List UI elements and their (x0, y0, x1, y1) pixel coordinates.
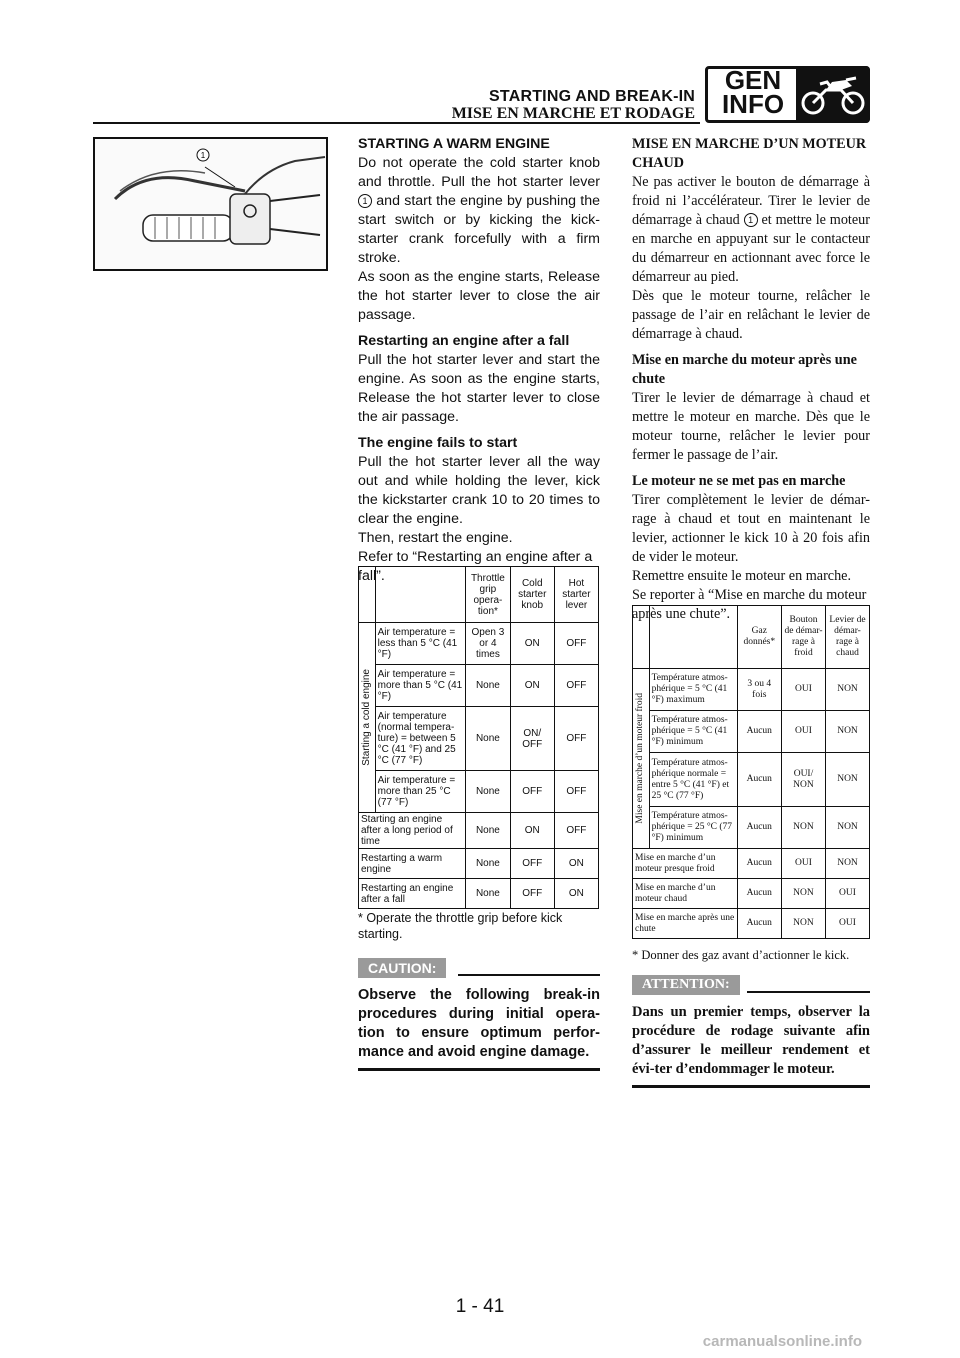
table-row (359, 623, 599, 665)
paragraph-restart: Then, restart the engine. (358, 530, 513, 546)
paragraph-fails-to-start: Pull the hot starter lever all the way out and while holding the lever, kick the kickstarter crank 10 to 20 times to clear the engine. (358, 454, 600, 527)
table-row (359, 849, 599, 879)
table-cell: Restarting a warm engine (359, 849, 466, 879)
hot-starter-lever-photo (93, 137, 328, 271)
table-cell: OFF (554, 665, 598, 707)
table-cell: OFF (510, 771, 554, 813)
table-cell: OFF (510, 849, 554, 879)
table-row (359, 707, 599, 771)
table-cell: None (466, 771, 511, 813)
table-cell: Température atmos-phérique = 5 °C (41 °F) minimum (649, 711, 737, 753)
starting-conditions-table (358, 566, 599, 909)
gen-label: GEN (724, 65, 782, 95)
table-cell: OFF (554, 813, 598, 849)
text: and start the engine by pushing the start switch or by kicking the kick-starter crank forcefully with a firm stroke. (358, 193, 600, 266)
paragraph-relacher: Dès que le moteur tourne, relâcher le passage de l’air en relâchant le levier de démarrage à chaud. (632, 288, 870, 342)
table-row (359, 813, 599, 849)
table-cell: NON (781, 909, 825, 939)
column-header: Bouton de démar-rage à froid (781, 606, 825, 669)
table-cell: None (466, 813, 511, 849)
footer-watermark: carmanualsonline.info (702, 1333, 862, 1350)
attention-rule (747, 991, 870, 993)
attention-label: ATTENTION: (632, 975, 740, 995)
table-cell: Température atmos-phérique normale = entre 5 °C (41 °F) et 25 °C (77 °F) (649, 753, 737, 807)
paragraph-release-lever: As soon as the engine starts, Release the hot starter lever to close the air passage. (358, 269, 600, 323)
table-cell: Aucun (737, 909, 781, 939)
heading-after-fall: Restarting an engine after a fall (358, 333, 570, 349)
table-cell: ON (510, 665, 554, 707)
section-title-en: STARTING AND BREAK-IN (489, 88, 695, 105)
table-cell: OUI (826, 909, 870, 939)
table-cell: Aucun (737, 711, 781, 753)
table-cell: Air temperature = more than 5 °C (41 °F) (375, 665, 466, 707)
table-cell: ON (510, 813, 554, 849)
table-cell: Aucun (737, 753, 781, 807)
table-cell: OUI/ NON (781, 753, 825, 807)
column-header: Cold starter knob (510, 567, 554, 623)
table-row (633, 909, 870, 939)
table-cell: Température atmos-phérique = 25 °C (77 °F) minimum (649, 807, 737, 849)
column-header: Hot starter lever (554, 567, 598, 623)
table-row (633, 669, 870, 711)
callout-1: 1 (358, 194, 372, 208)
table-header-row (359, 567, 599, 623)
column-header: Levier de démar-rage à chaud (826, 606, 870, 669)
table-row (633, 711, 870, 753)
table-cell: OFF (554, 623, 598, 665)
table-cell: OUI (781, 669, 825, 711)
gen-info-label (712, 65, 794, 119)
group-label-cell (359, 623, 376, 813)
paragraph-moteur-chaud (632, 173, 870, 287)
table-cell: OFF (510, 879, 554, 909)
motorcycle-icon (796, 66, 870, 123)
heading-moteur-chaud: MISE EN MARCHE D’UN MOTEUR CHAUD (632, 136, 867, 171)
group-label-cell (633, 669, 650, 849)
table-cell: Air temperature (normal tempera-ture) = between 5 °C (41 °F) and 25 °C (77 °F) (375, 707, 466, 771)
table-cell: NON (826, 669, 870, 711)
heading-fails-to-start: The engine fails to start (358, 435, 518, 451)
table-cell: NON (781, 879, 825, 909)
table-cell: ON (554, 849, 598, 879)
paragraph-ne-se-met-pas: Tirer complètement le levier de démar-rage à chaud et tout en maintenant le levier, actionner le kick 10 à 20 fois afin de vider le moteur. (632, 492, 870, 565)
table-header-row (633, 606, 870, 669)
info-label: INFO (721, 89, 785, 119)
table-cell: None (466, 849, 511, 879)
group-label: Starting a cold engine (361, 669, 373, 766)
paragraph-remettre: Remettre ensuite le moteur en marche. (632, 568, 852, 584)
table-cell: Aucun (737, 807, 781, 849)
table-cell: OUI (781, 711, 825, 753)
table-cell: Air temperature = less than 5 °C (41 °F) (375, 623, 466, 665)
paragraph-refer: Refer to “Restarting an engine after a fall”. (358, 549, 593, 584)
table-cell: OFF (554, 707, 598, 771)
heading-warm-engine: STARTING A WARM ENGINE (358, 136, 550, 152)
table-cell: NON (781, 807, 825, 849)
table-cell: Mise en marche d’un moteur chaud (633, 879, 738, 909)
french-column (632, 135, 870, 624)
table-row (359, 879, 599, 909)
attention-box (632, 975, 870, 1088)
text: Ne pas activer le bouton de démarrage à froid ni l’accélérateur. Tirer le levier de démarrage à chaud (632, 174, 870, 228)
table-cell: Aucun (737, 879, 781, 909)
heading-ne-se-met-pas: Le moteur ne se met pas en marche (632, 473, 846, 489)
caution-box (358, 958, 600, 1071)
table-cell: None (466, 665, 511, 707)
heading-apres-chute: Mise en marche du moteur après une chute (632, 352, 857, 387)
table-cell: None (466, 707, 511, 771)
table-cell: ON/ OFF (510, 707, 554, 771)
column-header: Gaz donnés* (737, 606, 781, 669)
table-cell: OUI (781, 849, 825, 879)
footnote-fr: * Donner des gaz avant d’actionner le kick. (632, 948, 850, 962)
callout-1: 1 (200, 151, 206, 160)
table-cell: Air temperature = more than 25 °C (77 °F) (375, 771, 466, 813)
table-row (359, 665, 599, 707)
table-row (633, 753, 870, 807)
paragraph-se-reporter: Se reporter à “Mise en marche du moteur après une chute”. (632, 587, 867, 622)
table-cell: Starting an engine after a long period of time (359, 813, 466, 849)
table-cell: OUI (826, 879, 870, 909)
table-cell: NON (826, 711, 870, 753)
table-cell: 3 ou 4 fois (737, 669, 781, 711)
caution-label: CAUTION: (358, 958, 446, 978)
table-row (633, 807, 870, 849)
table-cell: NON (826, 807, 870, 849)
table-cell: Aucun (737, 849, 781, 879)
table-cell: OFF (554, 771, 598, 813)
attention-text: Dans un premier temps, observer la procédure de rodage suivante afin d’assurer le meilleur rendement et évi-ter d’endommager le moteur. (632, 1003, 870, 1088)
table-cell: NON (826, 849, 870, 879)
table-row (359, 771, 599, 813)
callout-1: 1 (744, 213, 758, 227)
table-cell: ON (554, 879, 598, 909)
table-cell: Restarting an engine after a fall (359, 879, 466, 909)
text: et mettre le moteur en marche en appuyant sur le contacteur du démarreur en actionnant avec force le démarreur au pied. (632, 212, 870, 285)
column-header: Throttle grip opera-tion* (466, 567, 511, 623)
page-number: 1 - 41 (455, 1296, 505, 1317)
text: Do not operate the cold starter knob and throttle. Pull the hot starter lever (358, 155, 600, 190)
header-rule (93, 122, 700, 124)
table-cell: None (466, 879, 511, 909)
paragraph-warm-engine (358, 154, 600, 268)
caution-text: Observe the following break-in procedures during initial opera-tion to ensure optimum perfor-mance and avoid engine damage. (358, 986, 600, 1071)
group-label: Mise en marche d’un moteur froid (635, 693, 646, 824)
paragraph-apres-chute: Tirer le levier de démarrage à chaud et mettre le moteur en marche. Dès que le moteur tourne, relâcher le levier pour fermer le passage de l’air. (632, 390, 870, 463)
table-row (633, 849, 870, 879)
table-cell: Température atmos-phérique = 5 °C (41 °F) maximum (649, 669, 737, 711)
english-column (358, 135, 600, 586)
table-row (633, 879, 870, 909)
paragraph-after-fall: Pull the hot starter lever and start the engine. As soon as the engine starts, Release the hot starter lever to close the air passage. (358, 352, 600, 425)
table-cell: Mise en marche d’un moteur presque froid (633, 849, 738, 879)
conditions-demarrage-table (632, 605, 870, 939)
table-cell: ON (510, 623, 554, 665)
table-cell: Mise en marche après une chute (633, 909, 738, 939)
footnote-en: * Operate the throttle grip before kick starting. (358, 911, 563, 941)
table-cell: Open 3 or 4 times (466, 623, 511, 665)
caution-rule (458, 974, 600, 976)
section-title-fr: MISE EN MARCHE ET RODAGE (451, 105, 695, 122)
table-cell: NON (826, 753, 870, 807)
